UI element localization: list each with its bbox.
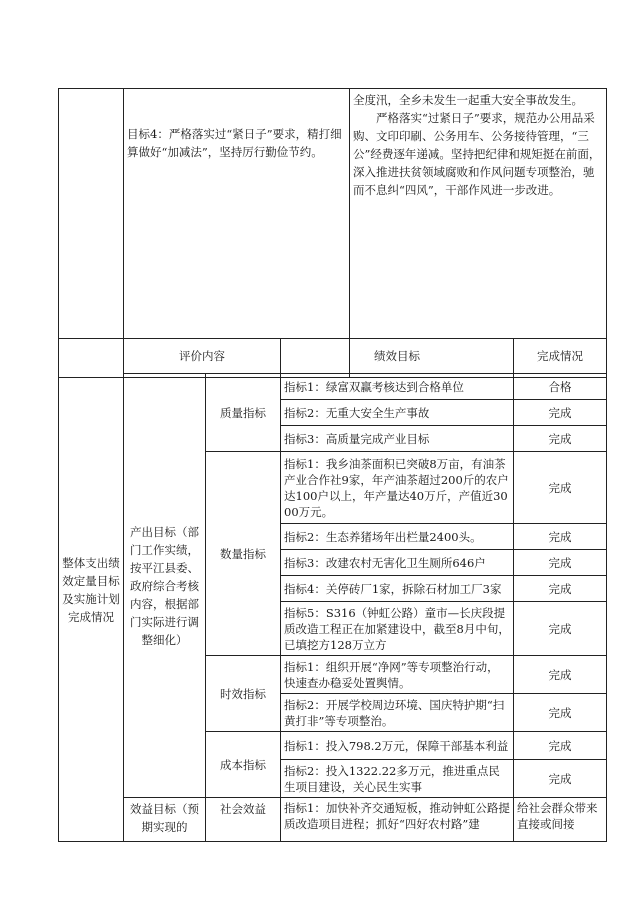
table-row: 指标3：高质量完成产业目标 xyxy=(281,426,514,452)
benefit-goal: 效益目标（预期实现的 xyxy=(130,802,199,834)
group-cost: 成本指标 xyxy=(206,732,281,798)
table-row: 指标3：改建农村无害化卫生厕所646户 xyxy=(281,550,514,576)
table-row: 指标5：S316（钟虹公路）童市—长庆段提质改造工程正在加紧建设中，截至8月中旬，已填挖方128万立方 xyxy=(281,602,514,656)
status-cell: 合格 xyxy=(514,374,607,400)
table-row: 指标1：我乡油茶面积已突破8万亩，有油茶产业合作社9家，年产油茶超过200斤的农户达100户以上，年产量达40万斤，产值近3000万元。 xyxy=(281,452,514,524)
result-line-2: 严格落实“过紧日子”要求，规范办公用品采购、文印印刷、公务用车、公务接待管理，“三公”经费逐年递减。坚持把纪律和规矩挺在前面，深入推进扶贫领域腐败和作风问题专项整治，驰而不息纠“四风”，干部作风进一步改进。 xyxy=(353,111,601,197)
row-label-cell xyxy=(59,339,124,842)
status-cell: 完成 xyxy=(514,576,607,602)
header-eval-content: 评价内容 xyxy=(124,339,281,374)
table-row: 指标4：关停砖厂1家，拆除石材加工厂3家 xyxy=(281,576,514,602)
table-row: 指标2：无重大安全生产事故 xyxy=(281,400,514,426)
header-completion: 完成情况 xyxy=(514,339,607,374)
group-quality: 质量指标 xyxy=(206,374,281,452)
status-cell: 完成 xyxy=(514,400,607,426)
status-cell: 完成 xyxy=(514,602,607,656)
performance-table xyxy=(58,338,607,842)
table-row: 指标2：生态养猪场年出栏量2400头。 xyxy=(281,524,514,550)
goal4-text: 目标4：严格落实过“紧日子”要求，精打细算做好“加减法”，坚持厉行勤俭节约。 xyxy=(127,127,342,159)
row-label: 整体支出绩效定量目标及实施计划完成情况 xyxy=(62,556,120,624)
empty-label-cell xyxy=(59,89,124,378)
status-cell: 完成 xyxy=(514,550,607,576)
status-cell: 完成 xyxy=(514,452,607,524)
output-goal: 产出目标（部门工作实绩，按平江县委、政府综合考核内容，根据部门实际进行调整细化） xyxy=(130,524,199,647)
status-cell: 完成 xyxy=(514,760,607,798)
goal-table-continued xyxy=(58,88,607,378)
status-cell: 完成 xyxy=(514,694,607,732)
group-timeliness: 时效指标 xyxy=(206,656,281,732)
table-row: 指标1：投入798.2万元，保障干部基本利益 xyxy=(281,732,514,760)
table-row: 指标1：组织开展“净网”等专项整治行动，快速查办稳妥处置舆情。 xyxy=(281,656,514,694)
status-cell: 完成 xyxy=(514,656,607,694)
status-cell: 完成 xyxy=(514,426,607,452)
benefit-goal-cell xyxy=(124,798,206,842)
status-cell: 给社会群众带来直接或间接 xyxy=(514,798,607,842)
status-cell: 完成 xyxy=(514,524,607,550)
table-row: 指标1：绿富双赢考核达到合格单位 xyxy=(281,374,514,400)
output-goal-cell xyxy=(124,374,206,798)
goal4-cell xyxy=(124,89,350,378)
header-perf-target: 绩效目标 xyxy=(281,339,514,374)
group-quantity: 数量指标 xyxy=(206,452,281,656)
status-cell: 完成 xyxy=(514,732,607,760)
result-line-1: 全度汛，全乡未发生一起重大安全事故发生。 xyxy=(353,93,583,107)
goal4-result-cell xyxy=(350,89,607,378)
table-row: 指标1：加快补齐交通短板，推动钟虹公路提质改造项目进程；抓好“四好农村路”建 xyxy=(281,798,514,842)
group-social: 社会效益 xyxy=(206,798,281,842)
table-row: 指标2：开展学校周边环境、国庆特护期“扫黄打非”等专项整治。 xyxy=(281,694,514,732)
table-row: 指标2：投入1322.22多万元，推进重点民生项目建设，关心民生实事 xyxy=(281,760,514,798)
